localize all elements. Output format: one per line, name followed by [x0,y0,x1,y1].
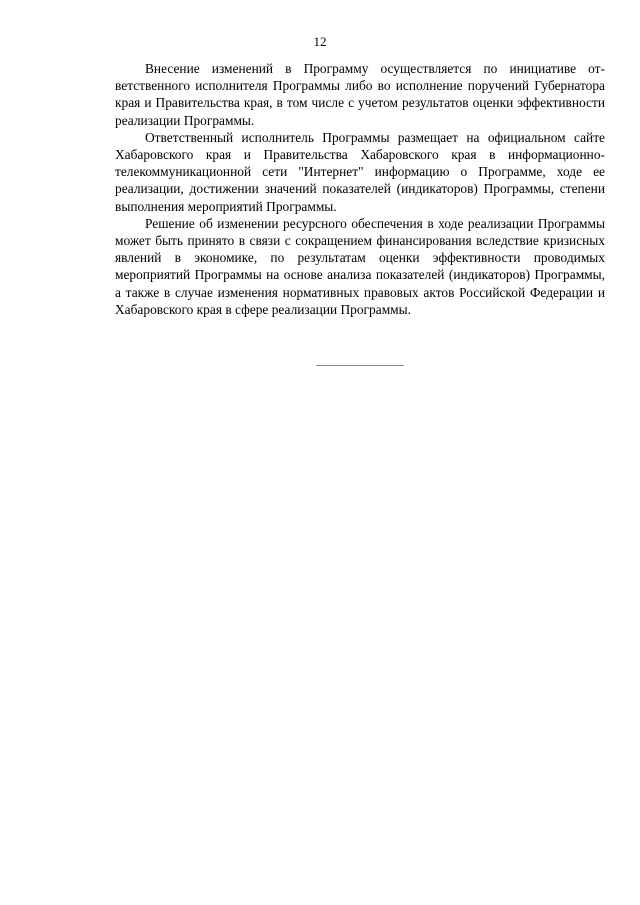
page-number: 12 [313,34,327,49]
paragraph-resource-change: Решение об изменении ресурсного обеспечения в ходе реализации Программы может быть принято в связи с сокращением финансирования вследствие кризисных явлений в экономике, по результатам оценки эффективности проводимых мероприятий Программы на основе анализа показателей (индикаторов) Программы, а также в случае изменения нормативных правовых актов Российской Федерации и Хабаровского края в сфере реализации Программы. [115,215,605,317]
paragraph-publication: Ответственный исполнитель Программы размещает на официальном сайте Хабаровского края и Правительства Хабаровского края в информационно-телекоммуникационной сети "Интернет" информацию о Программе, ходе ее реализации, достижении значений показателей (индикаторов) Программы, степени выполнения мероприятий Программы. [115,129,605,214]
document-body [115,60,605,318]
paragraph-amendment-initiative: Внесение изменений в Программу осуществляется по инициативе ответственного исполнителя Программы либо во исполнение поручений Губернатора края и Правительства края, в том числе с учетом результатов оценки эффективности реализации Программы. [115,61,605,128]
end-divider [316,365,404,366]
